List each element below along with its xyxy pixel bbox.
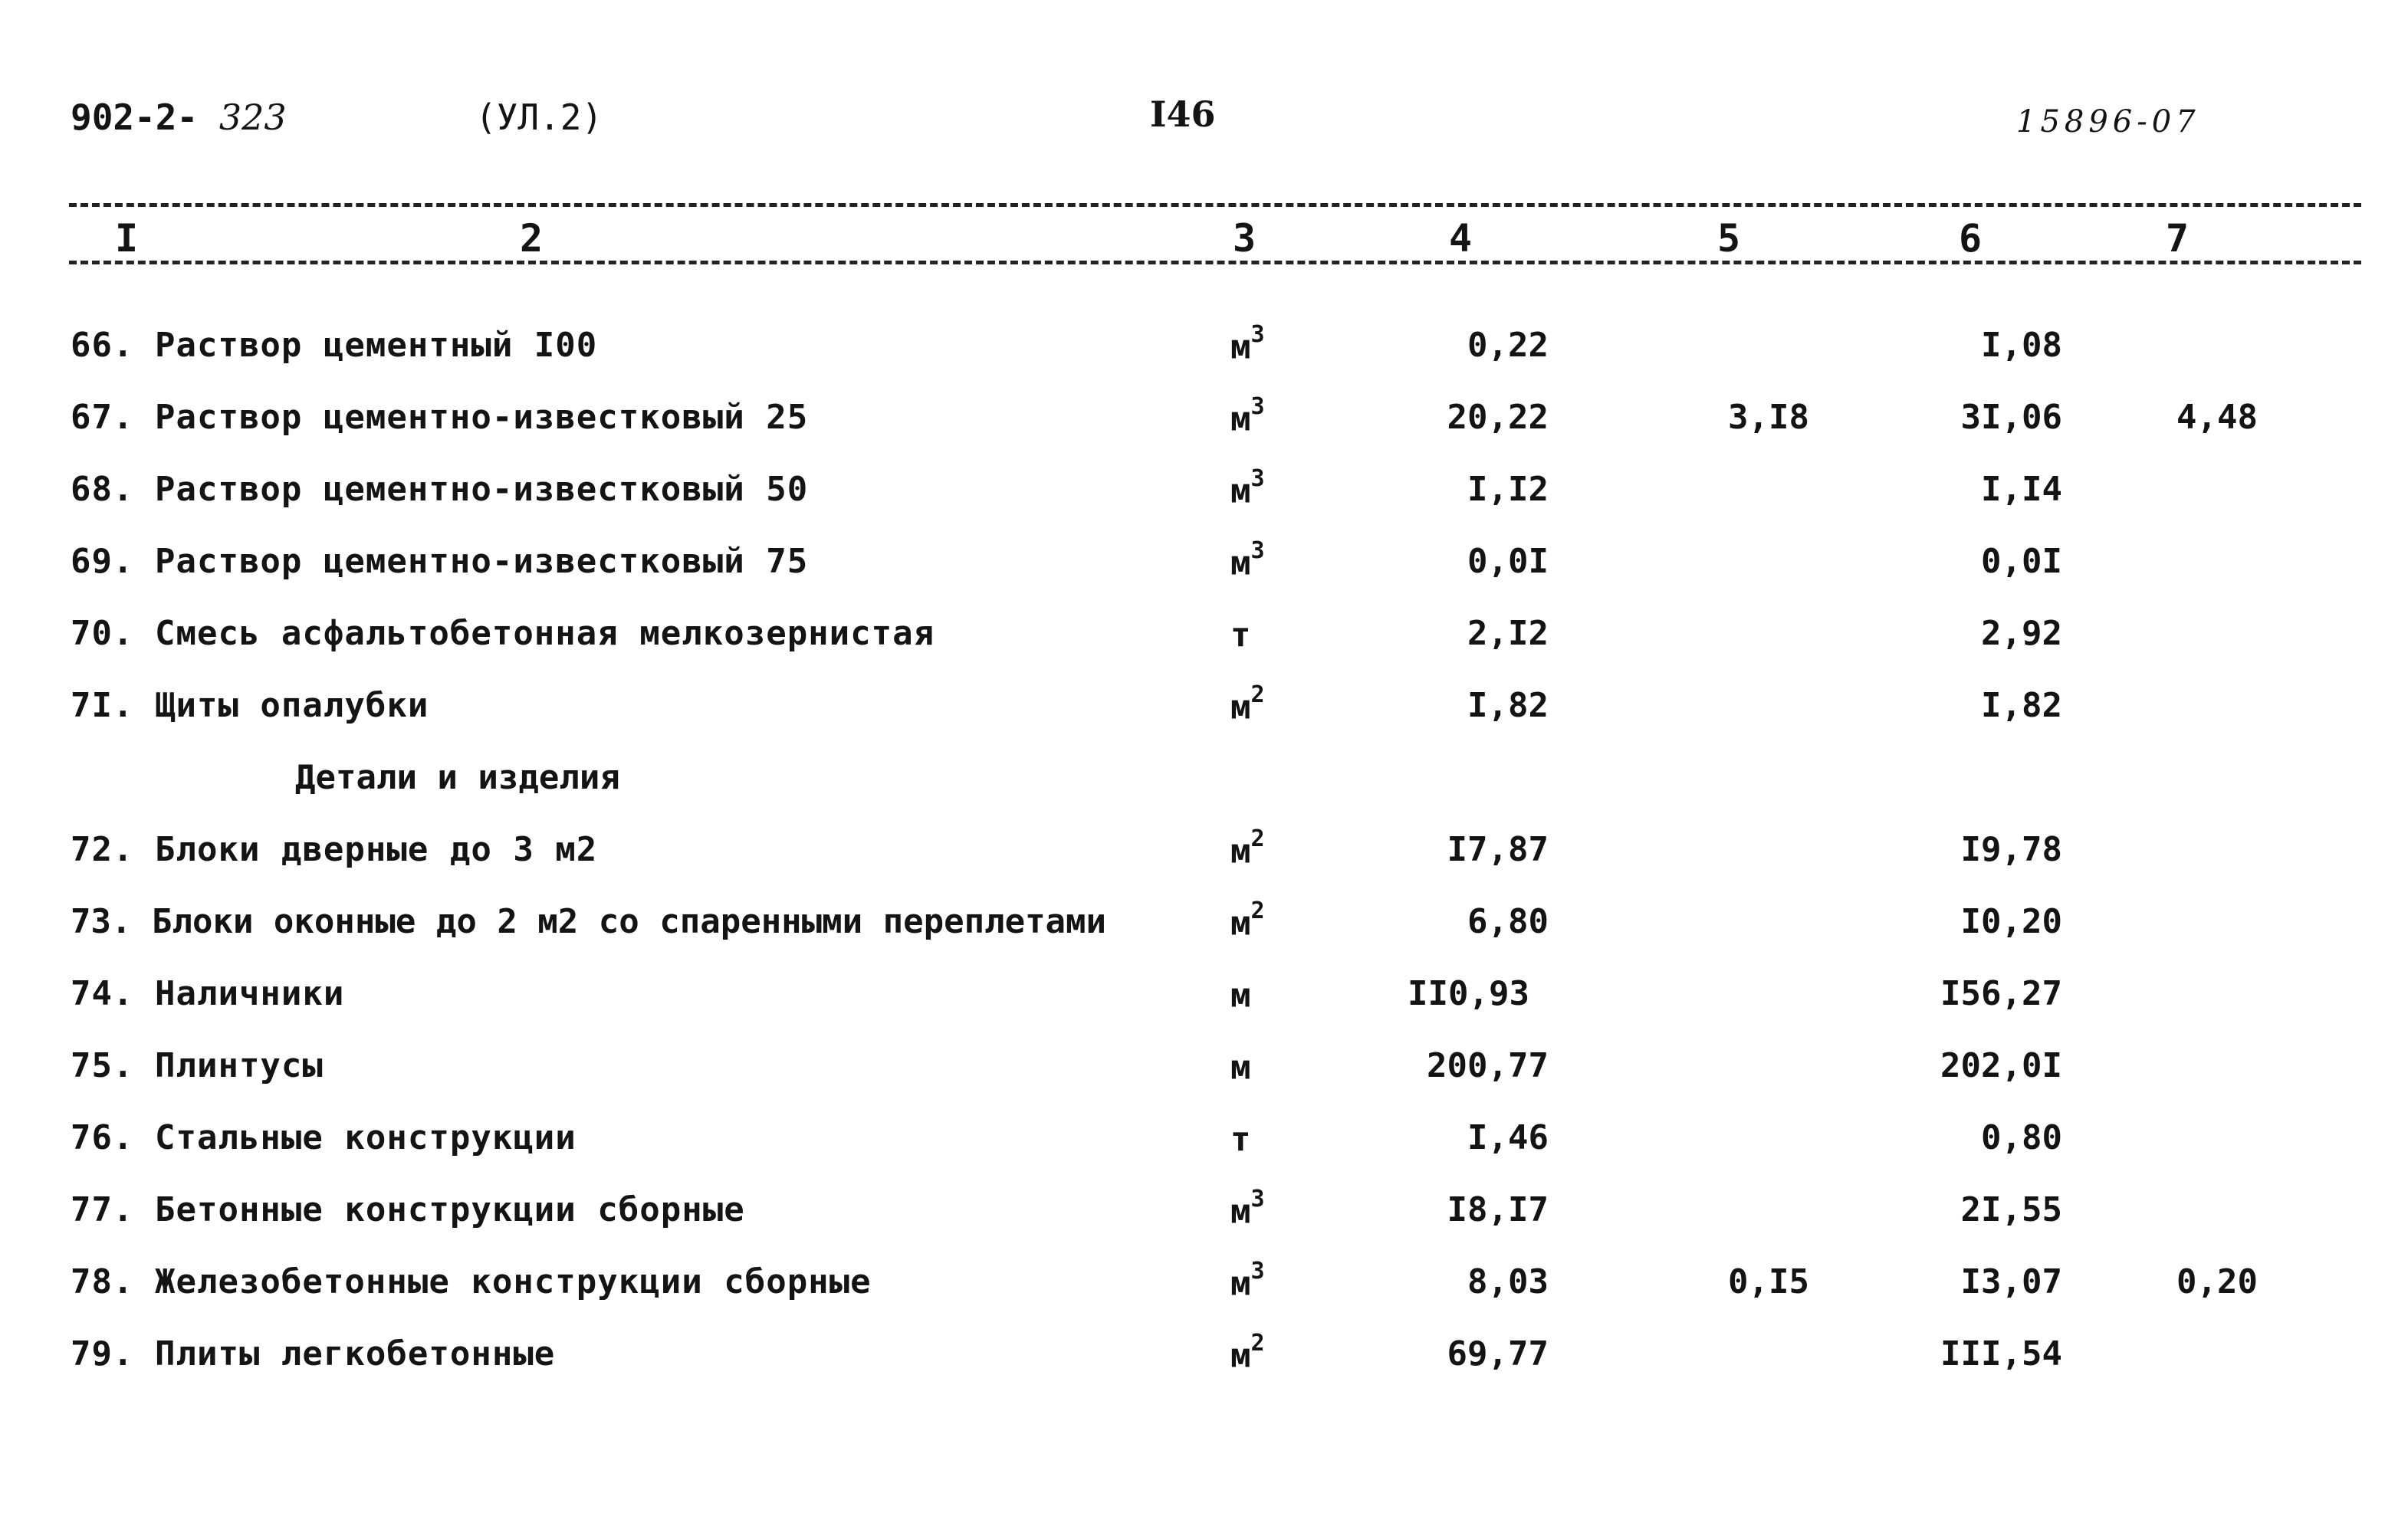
column-number-4: 4 — [1449, 216, 1473, 261]
row-col4: I,I2 — [1467, 470, 1549, 509]
row-col6: 202,0I — [1940, 1046, 2062, 1085]
row-unit: $м^2$ — [1230, 825, 1265, 871]
row-col6: I9,78 — [1960, 830, 2062, 869]
row-col5: 3,I8 — [1728, 398, 1809, 437]
table-row — [0, 671, 2408, 743]
row-name: 79. Плиты легкобетонные — [71, 1334, 556, 1373]
row-col4: II0,93 — [1408, 974, 1529, 1013]
table-row — [0, 1103, 2408, 1175]
row-name: 69. Раствор цементно-известковый 75 — [71, 542, 809, 581]
table-row — [0, 1031, 2408, 1103]
reference-number: 15896-07 — [2016, 104, 2200, 139]
header-divider-bottom — [69, 261, 2361, 264]
row-col6: 2I,55 — [1960, 1190, 2062, 1229]
row-col4: I,82 — [1467, 686, 1549, 725]
table-row — [0, 1247, 2408, 1319]
row-unit: $м^2$ — [1230, 897, 1265, 943]
column-number-3: 3 — [1233, 216, 1257, 261]
table-row — [0, 310, 2408, 382]
row-name: 75. Плинтусы — [71, 1046, 324, 1085]
column-number-6: 6 — [1959, 216, 1983, 261]
row-name: 73. Блоки оконные до 2 м2 со спаренными переплетами — [71, 902, 1107, 941]
page-number: I46 — [1150, 94, 1216, 135]
table-row — [0, 1319, 2408, 1391]
row-col6: I3,07 — [1960, 1262, 2062, 1301]
column-number-5: 5 — [1717, 216, 1741, 261]
row-name: 68. Раствор цементно-известковый 50 — [71, 470, 809, 509]
row-col4: 69,77 — [1447, 1334, 1549, 1373]
row-col4: I,46 — [1467, 1118, 1549, 1157]
table-row — [0, 599, 2408, 671]
row-col6: I,82 — [1981, 686, 2062, 725]
row-unit: $м^3$ — [1230, 393, 1265, 439]
table-row — [0, 815, 2408, 887]
column-number-2: 2 — [520, 216, 544, 261]
row-col6: III,54 — [1940, 1334, 2062, 1373]
row-col4: 2,I2 — [1467, 614, 1549, 653]
row-unit: $м^3$ — [1230, 1258, 1265, 1304]
row-unit: м — [1230, 1048, 1251, 1088]
sheet-label: (УЛ.2) — [475, 97, 603, 138]
row-name: 66. Раствор цементный I00 — [71, 326, 598, 365]
row-col4: 200,77 — [1427, 1046, 1549, 1085]
header-divider-top — [69, 203, 2361, 207]
row-col6: I,08 — [1981, 326, 2062, 365]
row-name: 77. Бетонные конструкции сборные — [71, 1190, 745, 1229]
row-name: 78. Железобетонные конструкции сборные — [71, 1262, 872, 1301]
row-col4: 6,80 — [1467, 902, 1549, 941]
table-row — [0, 887, 2408, 959]
row-unit: $м^3$ — [1230, 1186, 1265, 1232]
row-unit: т — [1230, 1120, 1251, 1160]
row-col4: 8,03 — [1467, 1262, 1549, 1301]
section-row — [0, 743, 2408, 815]
row-col6: 3I,06 — [1960, 398, 2062, 437]
row-unit: $м^3$ — [1230, 537, 1265, 583]
row-name: 70. Смесь асфальтобетонная мелкозернистая — [71, 614, 935, 653]
row-name: 74. Наличники — [71, 974, 345, 1013]
table-row — [0, 454, 2408, 527]
row-col6: 0,80 — [1981, 1118, 2062, 1157]
row-col4: I7,87 — [1447, 830, 1549, 869]
document-code-handwritten: 323 — [218, 97, 287, 138]
row-col6: I,I4 — [1981, 470, 2062, 509]
column-number-1: I — [115, 216, 139, 261]
row-col4: 0,22 — [1467, 326, 1549, 365]
row-col5: 0,I5 — [1728, 1262, 1809, 1301]
table-row — [0, 959, 2408, 1031]
row-col7: 4,48 — [2176, 398, 2258, 437]
row-name: 72. Блоки дверные до 3 м2 — [71, 830, 598, 869]
column-number-7: 7 — [2166, 216, 2190, 261]
row-name: 7I. Щиты опалубки — [71, 686, 429, 725]
table-row — [0, 382, 2408, 454]
row-col4: I8,I7 — [1447, 1190, 1549, 1229]
row-unit: т — [1230, 615, 1251, 655]
row-unit: $м^2$ — [1230, 1330, 1265, 1376]
row-col6: 2,92 — [1981, 614, 2062, 653]
row-unit: $м^3$ — [1230, 465, 1265, 511]
row-col6: I56,27 — [1940, 974, 2062, 1013]
table-row — [0, 1175, 2408, 1247]
table-row — [0, 527, 2408, 599]
row-col6: 0,0I — [1981, 542, 2062, 581]
row-name: 67. Раствор цементно-известковый 25 — [71, 398, 809, 437]
document-code-printed: 902-2- — [71, 97, 199, 138]
section-title: Детали и изделия — [295, 758, 620, 797]
row-col4: 20,22 — [1447, 398, 1549, 437]
row-name: 76. Стальные конструкции — [71, 1118, 577, 1157]
row-col7: 0,20 — [2176, 1262, 2258, 1301]
row-unit: $м^3$ — [1230, 321, 1265, 367]
row-col4: 0,0I — [1467, 542, 1549, 581]
row-unit: м — [1230, 976, 1251, 1016]
document-code — [71, 97, 287, 138]
row-unit: $м^2$ — [1230, 681, 1265, 727]
row-col6: I0,20 — [1960, 902, 2062, 941]
